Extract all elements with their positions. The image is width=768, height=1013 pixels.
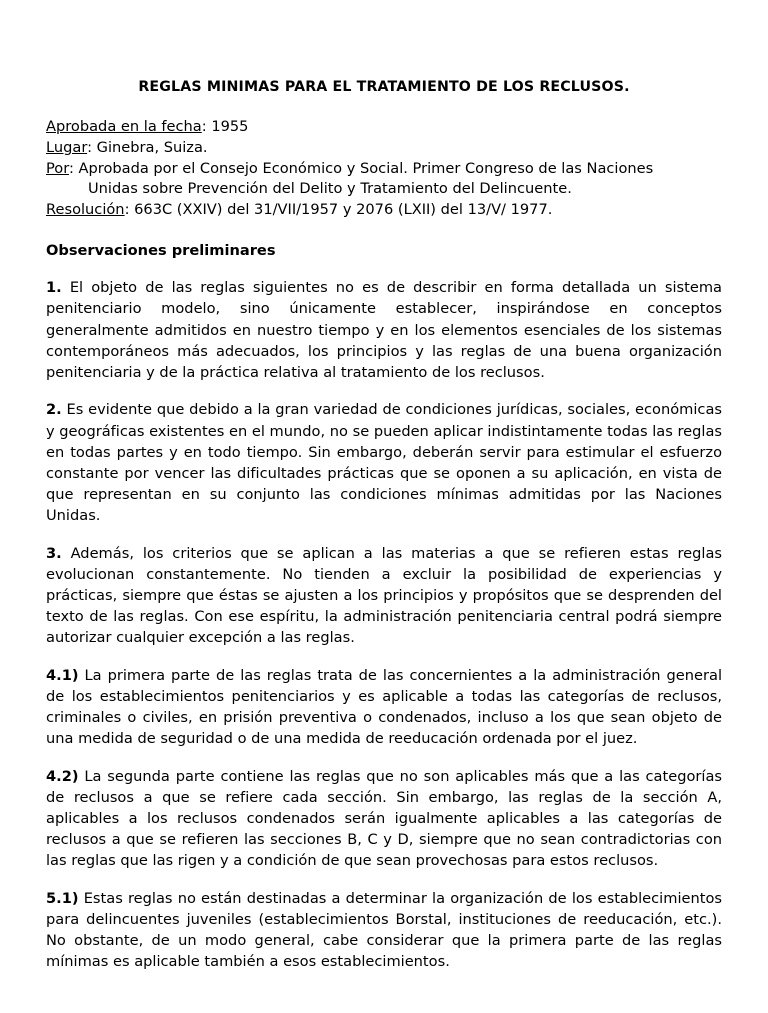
paragraph-number-4-1: 4.1) [46, 666, 79, 684]
paragraph-text-3: Además, los criterios que se aplican a las materias a que se refieren estas reglas evolucionan constantemente. No tienden a excluir la posibilidad de experiencias y prácticas, siempre que éstas se ajusten a los principios y propósitos que se desprenden del texto de las reglas. Con ese espíritu, la administración penitenciaria central podrá siempre autorizar cualquier excepción a las reglas. [46, 544, 722, 647]
paragraph-number-1: 1. [46, 279, 62, 297]
paragraph-text-2: Es evidente que debido a la gran variedad de condiciones jurídicas, sociales, económicas y geográficas existentes en el mundo, no se pueden aplicar indistintamente todas las reglas en todas partes y en todo tiempo. Sin embargo, deberán servir para estimular el esfuerzo constante por vencer las dificultades prácticas que se oponen a su aplicación, en vista de que representan en su conjunto las condiciones mínimas admitidas por las Naciones Unidas. [46, 401, 722, 525]
metadata-value-resolucion: 663C (XXIV) del 31/VII/1957 y 2076 (LXII) del 13/V/ 1977. [134, 201, 553, 219]
metadata-separator-por: : [68, 159, 79, 177]
paragraph-number-3: 3. [46, 544, 62, 562]
paragraph-3 [46, 543, 722, 649]
metadata-separator-resolucion: : [124, 201, 135, 219]
metadata-row-resolucion [46, 200, 722, 221]
metadata-value-por: Aprobada por el Consejo Económico y Social. Primer Congreso de las Naciones [78, 159, 654, 177]
paragraph-2 [46, 399, 722, 526]
metadata-separator-lugar: : [87, 138, 97, 156]
paragraph-number-4-2: 4.2) [46, 767, 79, 785]
paragraph-number-2: 2. [46, 401, 62, 419]
paragraph-text-5-1: Estas reglas no están destinadas a determinar la organización de los establecimientos para delincuentes juveniles (establecimientos Borstal, instituciones de reeducación, etc.). No obstante, de un modo general, cabe considerar que la primera parte de las reglas mínimas es aplicable también a esos establecimientos. [46, 889, 722, 971]
metadata-label-resolucion: Resolución [46, 201, 125, 219]
metadata-value-lugar: Ginebra, Suiza. [96, 138, 208, 156]
paragraph-4-1 [46, 665, 722, 750]
metadata-row-lugar [46, 138, 722, 159]
metadata-label-lugar: Lugar [46, 138, 88, 156]
metadata-value-fecha: 1955 [211, 118, 249, 136]
page-title: REGLAS MINIMAS PARA EL TRATAMIENTO DE LOS RECLUSOS. [138, 79, 630, 95]
section-heading-observaciones: Observaciones preliminares [46, 241, 276, 259]
metadata-separator-fecha: : [201, 118, 212, 136]
document-metadata [46, 117, 722, 221]
document-body [46, 277, 722, 972]
metadata-value-por-continuation: Unidas sobre Prevención del Delito y Tratamiento del Delincuente. [88, 180, 572, 198]
paragraph-text-1: El objeto de las reglas siguientes no es de describir en forma detallada un sistema penitenciario modelo, sino únicamente establecer, inspirándose en conceptos generalmente admitidos en nuestro tiempo y en los elementos esenciales de los sistemas contemporáneos más adecuados, los principios y las reglas de una buena organización penitenciaria y de la práctica relativa al tratamiento de los reclusos. [46, 279, 722, 382]
metadata-row-por [46, 159, 722, 180]
metadata-row-fecha [46, 117, 722, 138]
paragraph-number-5-1: 5.1) [46, 889, 79, 907]
paragraph-text-4-2: La segunda parte contiene las reglas que no son aplicables más que a las categorías de reclusos a que se refiere cada sección. Sin embargo, las reglas de la sección A, aplicables a los reclusos condenados serán igualmente aplicables a las categorías de reclusos a que se refieren las secciones B, C y D, siempre que no sean contradictorias con las reglas que las rigen y a condición de que sean provechosas para estos reclusos. [46, 767, 722, 870]
paragraph-1 [46, 277, 722, 383]
paragraph-text-4-1: La primera parte de las reglas trata de las concernientes a la administración general de los establecimientos penitenciarios y es aplicable a todas las categorías de reclusos, criminales o civiles, en prisión preventiva o condenados, incluso a los que sean objeto de una medida de seguridad o de una medida de reeducación ordenada por el juez. [46, 666, 722, 748]
metadata-label-por: Por [46, 159, 69, 177]
paragraph-4-2 [46, 766, 722, 872]
paragraph-5-1 [46, 888, 722, 973]
metadata-label-fecha: Aprobada en la fecha [46, 118, 202, 136]
